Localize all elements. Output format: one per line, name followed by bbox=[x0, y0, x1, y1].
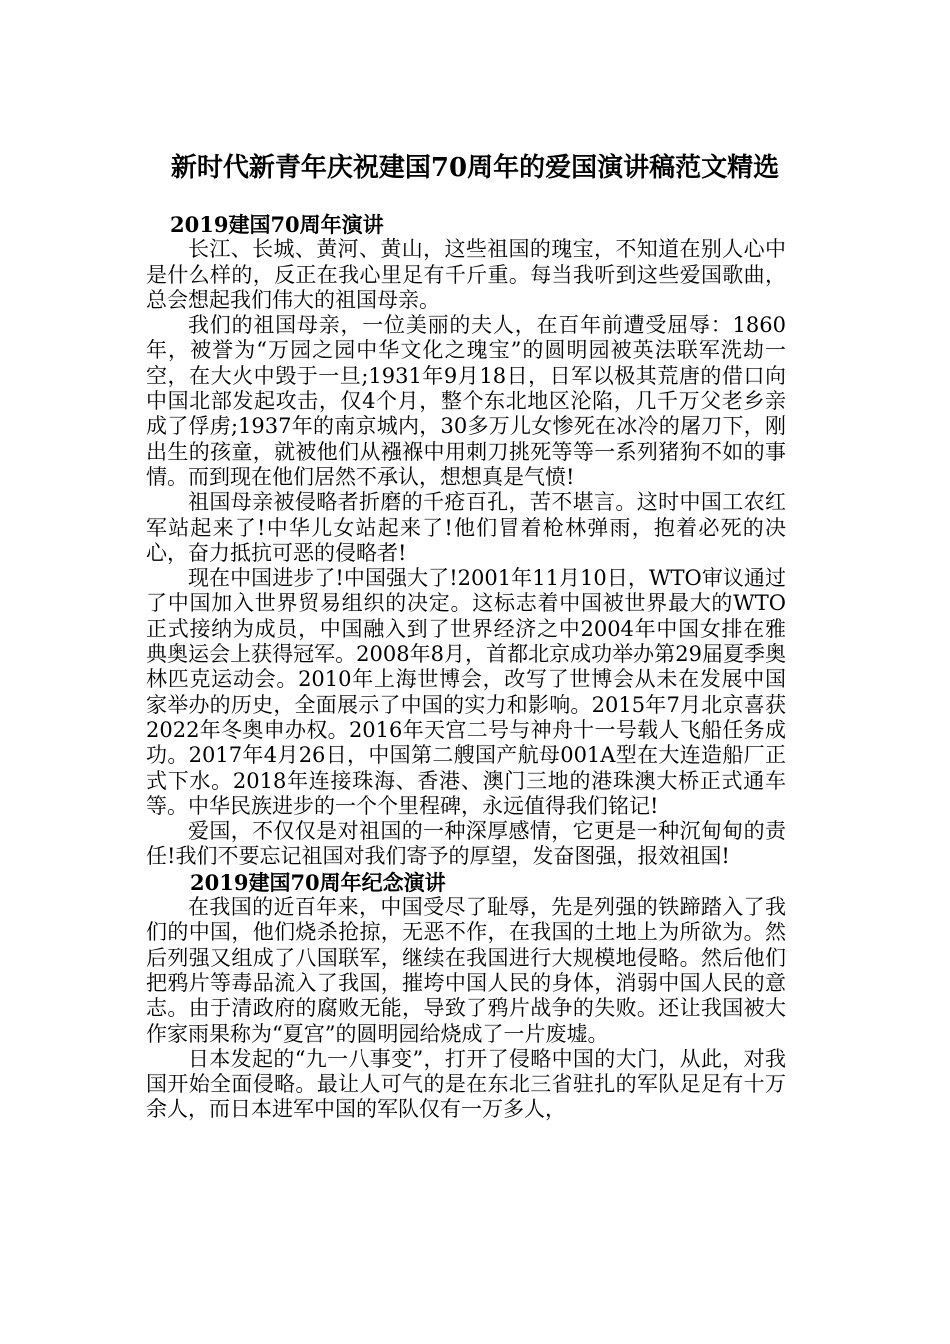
speech-section-2 bbox=[146, 870, 786, 1123]
document-title: 新时代新青年庆祝建国70周年的爱国演讲稿范文精选 bbox=[170, 153, 780, 183]
paragraph: 爱国，不仅仅是对祖国的一种深厚感情，它更是一种沉甸甸的责任!我们不要忘记祖国对我们寄予的厚望，发奋图强，报效祖国! bbox=[146, 819, 786, 869]
paragraph: 我们的祖国母亲，一位美丽的夫人，在百年前遭受屈辱：1860年，被誉为“万园之园中华文化之瑰宝”的圆明园被英法联军洗劫一空，在大火中毁于一旦;1931年9月18日，日军以极其荒唐的借口向中国北部发起攻击，仅4个月，整个东北地区沦陷，几千万父老乡亲成了俘虏;1937年的南京城内，30多万儿女惨死在冰冷的屠刀下，刚出生的孩童，就被他们从襁褓中用刺刀挑死等等一系列猪狗不如的事情。而到现在他们居然不承认，想想真是气愤! bbox=[146, 313, 786, 489]
paragraph: 现在中国进步了!中国强大了!2001年11月10日，WTO审议通过了中国加入世界贸易组织的决定。这标志着中国被世界最大的WTO正式接纳为成员，中国融入到了世界经济之中2004年中国女排在雅典奥运会上获得冠军。2008年8月，首都北京成功举办第29届夏季奥林匹克运动会。2010年上海世博会，改写了世博会从未在发展中国家举办的历史，全面展示了中国的实力和影响。2015年7月北京喜获2022年冬奥申办权。2016年天宫二号与神舟十一号载人飞船任务成功。2017年4月26日，中国第二艘国产航母001A型在大连造船厂正式下水。2018年连接珠海、香港、澳门三地的港珠澳大桥正式通车等。中华民族进步的一个个里程碑，永远值得我们铭记! bbox=[146, 566, 786, 818]
document-body bbox=[146, 212, 786, 1123]
section-heading: 2019建国70周年纪念演讲 bbox=[190, 869, 446, 895]
paragraph: 在我国的近百年来，中国受尽了耻辱，先是列强的铁蹄踏入了我们的中国，他们烧杀抢掠，无恶不作，在我国的土地上为所欲为。然后列强又组成了八国联军，继续在我国进行大规模地侵略。然后他们把鸦片等毒品流入了我国，摧垮中国人民的身体，消弱中国人民的意志。由于清政府的腐败无能，导致了鸦片战争的失败。还让我国被大作家雨果称为“夏宫”的圆明园给烧成了一片废墟。 bbox=[146, 895, 786, 1046]
paragraph: 日本发起的“九一八事变”，打开了侵略中国的大门，从此，对我国开始全面侵略。最让人可气的是在东北三省驻扎的军队足足有十万余人，而日本进军中国的军队仅有一万多人， bbox=[146, 1046, 786, 1122]
section-heading: 2019建国70周年演讲 bbox=[170, 212, 384, 237]
paragraph: 祖国母亲被侵略者折磨的千疮百孔，苦不堪言。这时中国工农红军站起来了!中华儿女站起来了!他们冒着枪林弹雨，抱着必死的决心，奋力抵抗可恶的侵略者! bbox=[146, 490, 786, 565]
speech-section-1 bbox=[146, 212, 786, 870]
paragraph: 长江、长城、黄河、黄山，这些祖国的瑰宝，不知道在别人心中是什么样的，反正在我心里足有千斤重。每当我听到这些爱国歌曲，总会想起我们伟大的祖国母亲。 bbox=[146, 237, 786, 312]
